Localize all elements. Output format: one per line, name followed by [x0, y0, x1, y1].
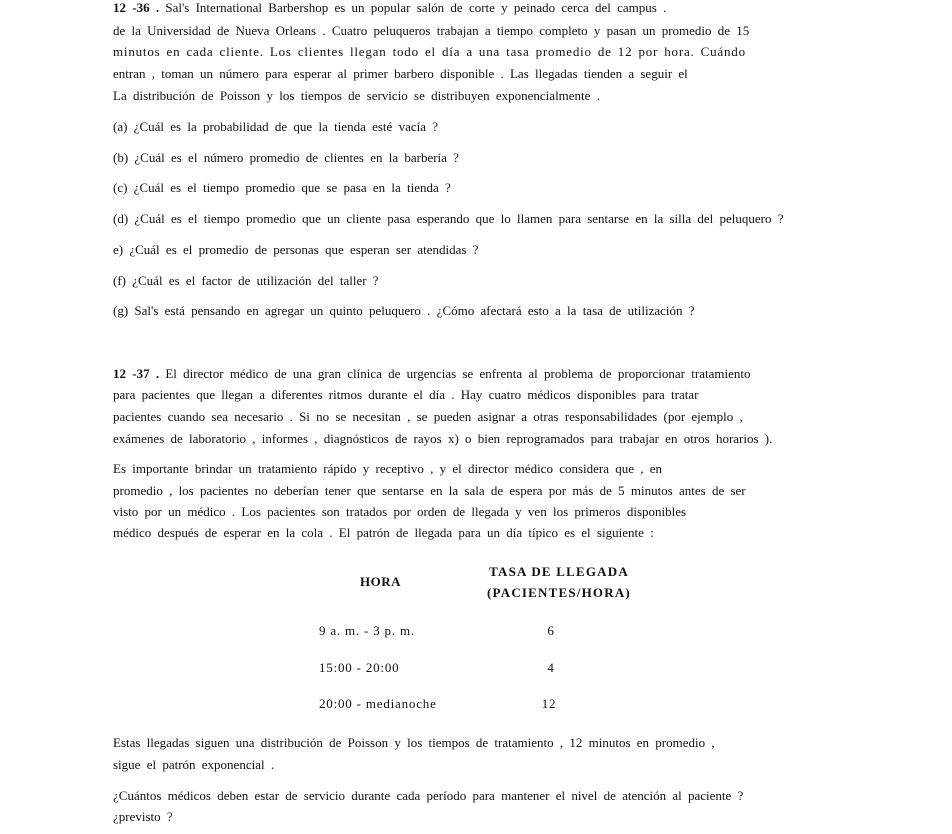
problem-36-line-5: La distribución de Poisson y los tiempos de servicio se distribuyen exponencialmente . — [113, 88, 600, 103]
problem-36-line-3: minutos en cada cliente. Los clientes llegan todo el día a una tasa promedio de 12 por hora. Cuándo — [113, 44, 746, 59]
question-f: (f) ¿Cuál es el factor de utilización del taller ? — [113, 273, 379, 288]
table-row-1-tasa: 6 — [547, 623, 555, 638]
table-row-3-tasa: 12 — [541, 696, 557, 711]
problem-37-line-4: exámenes de laboratorio , informes , diagnósticos de rayos x) o bien reprogramados para trabajar en otros horarios ). — [113, 431, 773, 446]
question-b: (b) ¿Cuál es el número promedio de clientes en la barbería ? — [113, 150, 459, 165]
question-a: (a) ¿Cuál es la probabilidad de que la tienda esté vacía ? — [113, 119, 439, 134]
problem-36-number: 12 -36 . — [113, 0, 160, 15]
question-g: (g) Sal's está pensando en agregar un quinto peluquero . ¿Cómo afectará esto a la tasa de utilización ? — [113, 303, 695, 318]
question-e: e) ¿Cuál es el promedio de personas que esperan ser atendidas ? — [113, 242, 479, 257]
problem-37-line-3: pacientes cuando sea necesario . Si no se necesitan , se pueden asignar a otras responsabilidades (por ejemplo , — [113, 409, 743, 424]
problem-36-line-4: entran , toman un número para esperar al primer barbero disponible . Las llegadas tienden a seguir el — [113, 66, 688, 81]
question-d: (d) ¿Cuál es el tiempo promedio que un cliente pasa esperando que lo llamen para sentarse en la silla del peluquero ? — [113, 211, 784, 226]
problem-37-p3-line-2: sigue el patrón exponencial . — [113, 757, 275, 772]
problem-37-p4-line-2: ¿previsto ? — [113, 809, 173, 824]
table-row-1-hora: 9 a. m. - 3 p. m. — [319, 623, 415, 638]
problem-36-line-2: de la Universidad de Nueva Orleans . Cuatro peluqueros trabajan a tiempo completo y pasan un promedio de 15 — [113, 23, 750, 38]
problem-37-line-2: para pacientes que llegan a diferentes ritmos durante el día . Hay cuatro médicos disponibles para tratar — [113, 387, 699, 402]
problem-37-p3-line-1: Estas llegadas siguen una distribución de Poisson y los tiempos de tratamiento , 12 minutos en promedio , — [113, 735, 715, 750]
problem-37-p2-line-1: Es importante brindar un tratamiento rápido y receptivo , y el director médico considera que , en — [113, 461, 663, 476]
problem-37-p2-line-2: promedio , los pacientes no deberían tener que sentarse en la sala de espera por más de 5 minutos antes de ser — [113, 483, 746, 498]
table-header-hora: HORA — [360, 574, 401, 589]
table-header-tasa-line-2: (PACIENTES/HORA) — [487, 585, 631, 600]
question-c: (c) ¿Cuál es el tiempo promedio que se pasa en la tienda ? — [113, 180, 451, 195]
table-row-2-hora: 15:00 - 20:00 — [319, 660, 400, 675]
problem-37-p4-line-1: ¿Cuántos médicos deben estar de servicio durante cada período para mantener el nivel de atención al paciente ? — [113, 788, 744, 803]
table-header-tasa-line-1: TASA DE LLEGADA — [489, 564, 629, 579]
table-row-3-hora: 20:00 - medianoche — [319, 696, 437, 711]
problem-37-p2-line-4: médico después de esperar en la cola . El patrón de llegada para un día típico es el siguiente : — [113, 525, 654, 540]
table-row-2-tasa: 4 — [547, 660, 555, 675]
problem-36-line-1: 12 -36 . Sal's International Barbershop es un popular salón de corte y peinado cerca del campus . — [113, 0, 667, 15]
problem-37-number: 12 -37 . — [113, 366, 160, 381]
problem-37-line-1: 12 -37 . El director médico de una gran clínica de urgencias se enfrenta al problema de proporcionar tratamiento — [113, 366, 751, 381]
problem-37-p2-line-3: visto por un médico . Los pacientes son tratados por orden de llegada y ven los primeros disponibles — [113, 504, 687, 519]
